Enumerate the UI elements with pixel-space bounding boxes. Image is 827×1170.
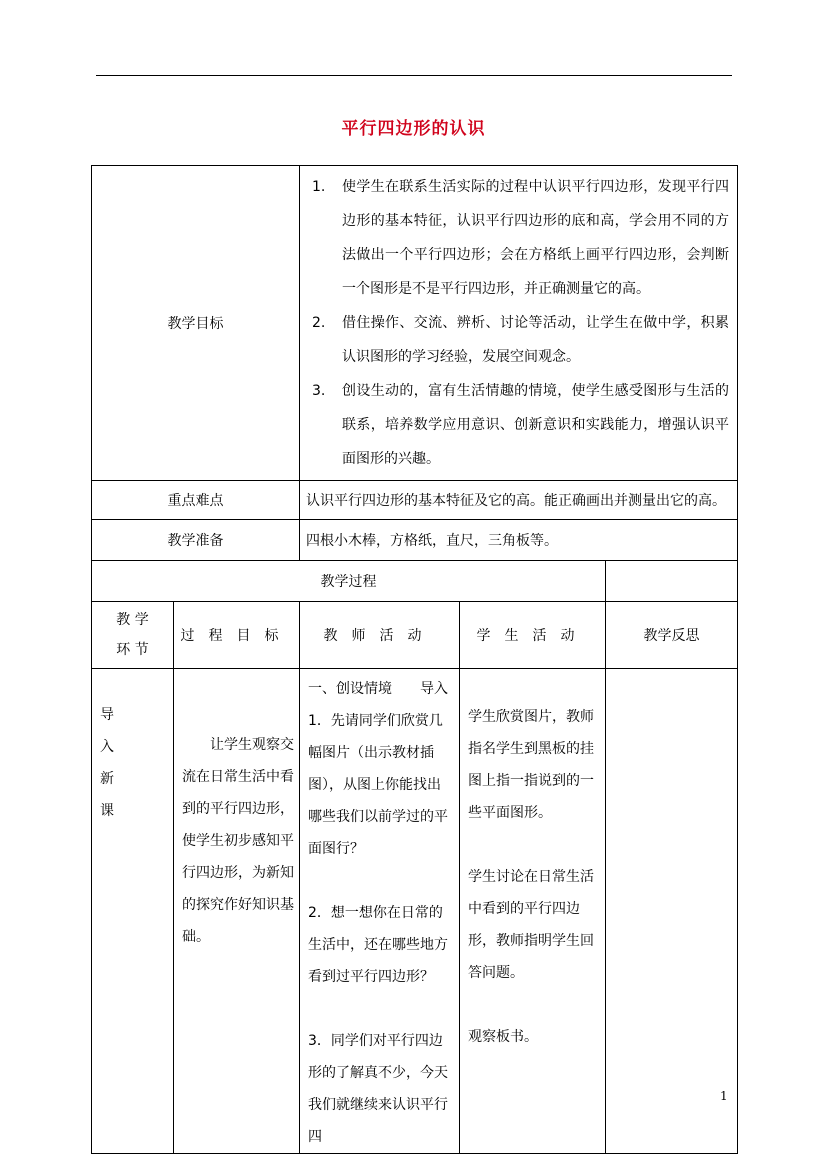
header-rule: [96, 75, 732, 76]
student-item: 学生欣赏图片，教师指名学生到黑板的挂图上指一指说到的一些平面图形。: [468, 709, 594, 821]
goal-text: 借住操作、交流、辨析、讨论等活动，让学生在做中学，积累认识图形的学习经验，发展空间观念。: [342, 315, 730, 365]
goal-text: 使学生在联系生活实际的过程中认识平行四边形，发现平行四边形的基本特征，认识平行四边形的底和高，学会用不同的方法做出一个平行四边形；会在方格纸上画平行四边形，会判断一个图形是不是平行四边形，并正确测量它的高。: [342, 179, 730, 297]
goal-text: 创设生动的，富有生活情趣的情境，使学生感受图形与生活的联系，培养数学应用意识、创新意识和实践能力，增强认识平面图形的兴趣。: [342, 383, 730, 467]
teacher-heading: 一、创设情境 导入: [308, 681, 448, 697]
goal-number: 3.: [312, 383, 326, 399]
goals-row: [92, 166, 738, 481]
goal-number: 1.: [312, 179, 326, 195]
stage-char: 入: [100, 739, 114, 755]
process-title: 教学过程: [92, 561, 606, 602]
stage-cell: [92, 669, 174, 1154]
key-points-text: 认识平行四边形的基本特征及它的高。能正确画出并测量出它的高。: [300, 481, 738, 520]
process-title-blank: [606, 561, 738, 602]
process-row: [92, 669, 738, 1154]
lesson-plan-table: [91, 165, 738, 1154]
spacer: [308, 865, 453, 897]
teacher-header: 教师活动: [300, 602, 460, 669]
student-item: 观察板书。: [468, 1029, 538, 1045]
process-header-row: [92, 602, 738, 669]
document-title: 平行四边形的认识: [341, 119, 486, 139]
process-goal-text: 让学生观察交流在日常生活中看到的平行四边形，使学生初步感知平行四边形，为新知的探究作好知识基础。: [174, 669, 300, 1154]
spacer: [468, 829, 599, 861]
teacher-item: 2．想一想你在日常的生活中，还在哪些地方看到过平行四边形？: [308, 905, 448, 985]
preparation-text: 四根小木棒，方格纸，直尺，三角板等。: [300, 520, 738, 561]
goal-header: 过程目标: [174, 602, 300, 669]
stage-header: [92, 602, 174, 669]
process-title-row: [92, 561, 738, 602]
spacer: [308, 993, 453, 1025]
reflection-cell: [606, 669, 738, 1154]
spacer: [468, 989, 599, 1021]
stage-header-line: 环 节: [116, 642, 149, 658]
preparation-label: 教学准备: [92, 520, 300, 561]
teacher-activity: [300, 669, 460, 1154]
reflection-header: 教学反思: [606, 602, 738, 669]
student-item: 学生讨论在日常生活中看到的平行四边形，教师指明学生回答问题。: [468, 869, 594, 981]
student-activity: [460, 669, 606, 1154]
teacher-item: 1．先请同学们欣赏几幅图片（出示教材插图），从图上你能找出哪些我们以前学过的平面图行？: [308, 713, 448, 857]
stage-header-line: 教 学: [116, 612, 149, 628]
goal-item: [312, 306, 729, 374]
stage-char: 课: [100, 803, 114, 819]
goal-number: 2.: [312, 315, 326, 331]
page-number: 1: [720, 1089, 728, 1103]
goal-item: [312, 374, 729, 476]
student-header: 学生活动: [460, 602, 606, 669]
stage-char: 新: [100, 771, 114, 787]
key-points-label: 重点难点: [92, 481, 300, 520]
goals-content: [300, 166, 738, 481]
goals-label: 教学目标: [92, 166, 300, 481]
stage-char: 导: [100, 707, 114, 723]
goal-item: [312, 170, 729, 306]
key-points-row: [92, 481, 738, 520]
teacher-item: 3．同学们对平行四边形的了解真不少，今天我们就继续来认识平行四: [308, 1033, 448, 1145]
preparation-row: [92, 520, 738, 561]
